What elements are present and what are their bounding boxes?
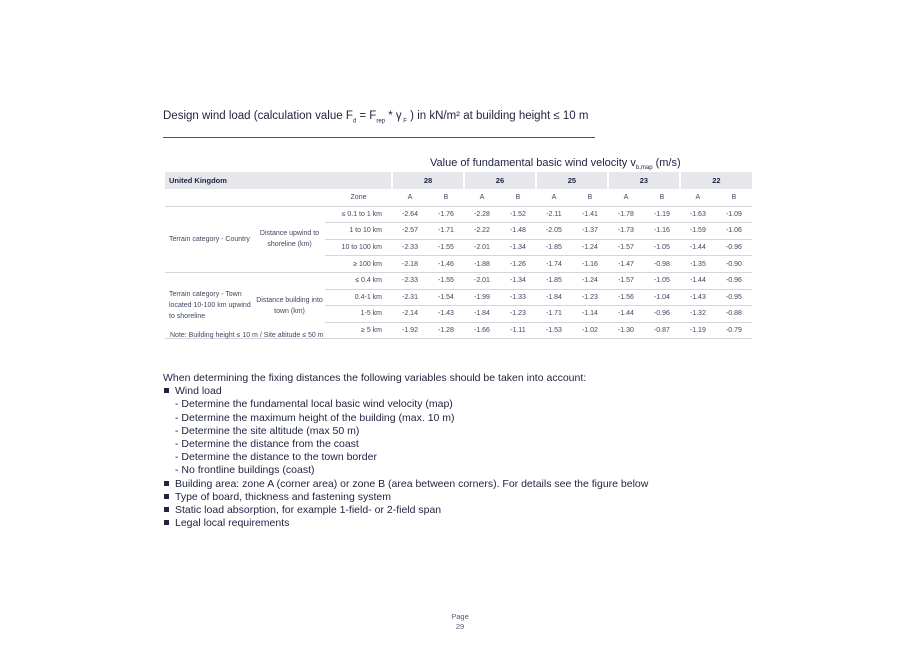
- sub-item: - Determine the site altitude (max 50 m): [175, 424, 360, 437]
- load-value-cell: -0.87: [644, 322, 680, 339]
- load-value-cell: -0.79: [716, 322, 752, 339]
- velocity-title: Value of fundamental basic wind velocity $v_{b,map}$ (m/s): [430, 157, 681, 172]
- load-value-cell: -2.33: [392, 239, 428, 256]
- page-heading: Design wind load (calculation value $F_d = F_{rep} * \gamma$ $_F$ ) in kN/m² at building height ≤ 10 m: [163, 110, 589, 125]
- distance-cell: ≤ 0.1 to 1 km: [325, 206, 392, 223]
- load-value-cell: -1.63: [680, 206, 716, 223]
- table-note: Note: Building height ≤ 10 m / Site altitude ≤ 50 m: [170, 332, 324, 339]
- load-value-cell: -1.14: [572, 306, 608, 323]
- load-value-cell: -1.04: [644, 289, 680, 306]
- load-value-cell: -1.84: [536, 289, 572, 306]
- header-blank: [325, 172, 392, 190]
- load-value-cell: -2.18: [392, 256, 428, 273]
- sub-item: - Determine the distance from the coast: [175, 438, 359, 451]
- load-value-cell: -1.56: [608, 289, 644, 306]
- load-value-cell: -1.30: [608, 322, 644, 339]
- load-value-cell: -1.66: [464, 322, 500, 339]
- load-value-cell: -0.96: [716, 239, 752, 256]
- load-value-cell: -2.28: [464, 206, 500, 223]
- bullet-item: Building area: zone A (corner area) or zone B (area between corners). For details see the figure below: [163, 478, 648, 491]
- load-value-cell: -1.85: [536, 239, 572, 256]
- load-value-cell: -1.54: [428, 289, 464, 306]
- load-value-cell: -1.76: [428, 206, 464, 223]
- load-value-cell: -1.53: [536, 322, 572, 339]
- load-value-cell: -1.52: [500, 206, 536, 223]
- speed-header: 28: [392, 172, 464, 190]
- blank-cell: [254, 190, 325, 207]
- load-value-cell: -2.33: [392, 272, 428, 289]
- page-footer: [0, 612, 920, 632]
- distance-measure-label: Distance upwind to shoreline (km): [254, 206, 325, 272]
- guidance-text: [163, 372, 648, 530]
- load-value-cell: -1.05: [644, 272, 680, 289]
- load-value-cell: -0.88: [716, 306, 752, 323]
- load-value-cell: -1.23: [572, 289, 608, 306]
- heading-divider: [163, 137, 595, 138]
- speed-header: 25: [536, 172, 608, 190]
- load-value-cell: -0.96: [644, 306, 680, 323]
- distance-cell: 1-5 km: [325, 306, 392, 323]
- load-value-cell: -1.11: [500, 322, 536, 339]
- load-value-cell: -1.71: [536, 306, 572, 323]
- load-value-cell: -1.47: [608, 256, 644, 273]
- zone-header: B: [644, 190, 680, 207]
- speed-header: 22: [680, 172, 752, 190]
- load-value-cell: -1.44: [608, 306, 644, 323]
- load-value-cell: -1.46: [428, 256, 464, 273]
- load-value-cell: -1.57: [608, 272, 644, 289]
- load-value-cell: -1.09: [716, 206, 752, 223]
- terrain-category-label: Terrain category - Town located 10-100 km upwind to shoreline: [165, 272, 254, 338]
- load-value-cell: -1.26: [500, 256, 536, 273]
- load-value-cell: -1.19: [680, 322, 716, 339]
- load-value-cell: -1.74: [536, 256, 572, 273]
- load-value-cell: -1.24: [572, 272, 608, 289]
- distance-cell: 10 to 100 km: [325, 239, 392, 256]
- load-value-cell: -2.01: [464, 272, 500, 289]
- load-value-cell: -1.48: [500, 223, 536, 240]
- load-value-cell: -1.44: [680, 272, 716, 289]
- load-value-cell: -1.85: [536, 272, 572, 289]
- load-value-cell: -0.90: [716, 256, 752, 273]
- load-value-cell: -1.33: [500, 289, 536, 306]
- load-value-cell: -2.64: [392, 206, 428, 223]
- load-value-cell: -1.59: [680, 223, 716, 240]
- country-label: United Kingdom: [165, 172, 325, 190]
- page-number: 29: [455, 622, 465, 631]
- zone-label: Zone: [325, 190, 392, 207]
- sub-item: - No frontline buildings (coast): [175, 464, 315, 477]
- zone-header: A: [608, 190, 644, 207]
- sub-item: - Determine the maximum height of the building (max. 10 m): [175, 411, 455, 424]
- sub-item: - Determine the fundamental local basic wind velocity (map): [175, 398, 453, 411]
- load-value-cell: -1.71: [428, 223, 464, 240]
- speed-header: 23: [608, 172, 680, 190]
- load-value-cell: -2.01: [464, 239, 500, 256]
- load-value-cell: -1.34: [500, 239, 536, 256]
- bullet-item: Type of board, thickness and fastening system: [163, 491, 648, 504]
- load-value-cell: -2.05: [536, 223, 572, 240]
- wind-load-table: [165, 172, 752, 339]
- header-row-speeds: [165, 172, 752, 190]
- load-value-cell: -1.99: [464, 289, 500, 306]
- distance-measure-label: Distance building into town (km): [254, 272, 325, 338]
- speed-header: 26: [464, 172, 536, 190]
- load-value-cell: -1.34: [500, 272, 536, 289]
- zone-header: B: [572, 190, 608, 207]
- distance-cell: ≥ 100 km: [325, 256, 392, 273]
- load-value-cell: -1.35: [680, 256, 716, 273]
- intro-text: When determining the fixing distances the following variables should be taken into account:: [163, 372, 587, 384]
- table-body: [165, 206, 752, 339]
- load-value-cell: -1.37: [572, 223, 608, 240]
- load-value-cell: -2.22: [464, 223, 500, 240]
- terrain-category-label: Terrain category - Country: [165, 206, 254, 272]
- load-value-cell: -1.05: [644, 239, 680, 256]
- load-value-cell: -0.96: [716, 272, 752, 289]
- load-value-cell: -1.19: [644, 206, 680, 223]
- load-value-cell: -2.11: [536, 206, 572, 223]
- zone-header: B: [716, 190, 752, 207]
- load-value-cell: -1.84: [464, 306, 500, 323]
- load-value-cell: -1.41: [572, 206, 608, 223]
- load-value-cell: -1.16: [644, 223, 680, 240]
- distance-cell: ≥ 5 km: [325, 322, 392, 339]
- load-value-cell: -1.02: [572, 322, 608, 339]
- load-value-cell: -1.28: [428, 322, 464, 339]
- load-value-cell: -1.43: [428, 306, 464, 323]
- load-value-cell: -1.06: [716, 223, 752, 240]
- table-row: [165, 272, 752, 289]
- distance-cell: ≤ 0.4 km: [325, 272, 392, 289]
- load-value-cell: -2.31: [392, 289, 428, 306]
- load-value-cell: -2.14: [392, 306, 428, 323]
- load-value-cell: -1.92: [392, 322, 428, 339]
- load-value-cell: -1.78: [608, 206, 644, 223]
- load-value-cell: -1.16: [572, 256, 608, 273]
- bullet-item: Legal local requirements: [163, 517, 648, 530]
- load-value-cell: -0.98: [644, 256, 680, 273]
- blank-cell: [165, 190, 254, 207]
- load-value-cell: -2.57: [392, 223, 428, 240]
- zone-header: A: [680, 190, 716, 207]
- load-value-cell: -0.95: [716, 289, 752, 306]
- zone-header: A: [464, 190, 500, 207]
- sub-item: - Determine the distance to the town border: [175, 451, 377, 464]
- load-value-cell: -1.24: [572, 239, 608, 256]
- distance-cell: 1 to 10 km: [325, 223, 392, 240]
- load-value-cell: -1.32: [680, 306, 716, 323]
- zone-row: [165, 190, 752, 207]
- load-value-cell: -1.44: [680, 239, 716, 256]
- page-label: Page: [451, 612, 469, 621]
- zone-header: B: [428, 190, 464, 207]
- load-value-cell: -1.55: [428, 239, 464, 256]
- zone-header: A: [536, 190, 572, 207]
- zone-header: A: [392, 190, 428, 207]
- load-value-cell: -1.43: [680, 289, 716, 306]
- bullet-item: Wind load: [163, 385, 648, 398]
- load-value-cell: -1.73: [608, 223, 644, 240]
- load-value-cell: -1.55: [428, 272, 464, 289]
- load-value-cell: -1.57: [608, 239, 644, 256]
- distance-cell: 0.4-1 km: [325, 289, 392, 306]
- table-row: [165, 206, 752, 223]
- load-value-cell: -1.23: [500, 306, 536, 323]
- bullet-item: Static load absorption, for example 1-field- or 2-field span: [163, 504, 648, 517]
- zone-header: B: [500, 190, 536, 207]
- load-value-cell: -1.88: [464, 256, 500, 273]
